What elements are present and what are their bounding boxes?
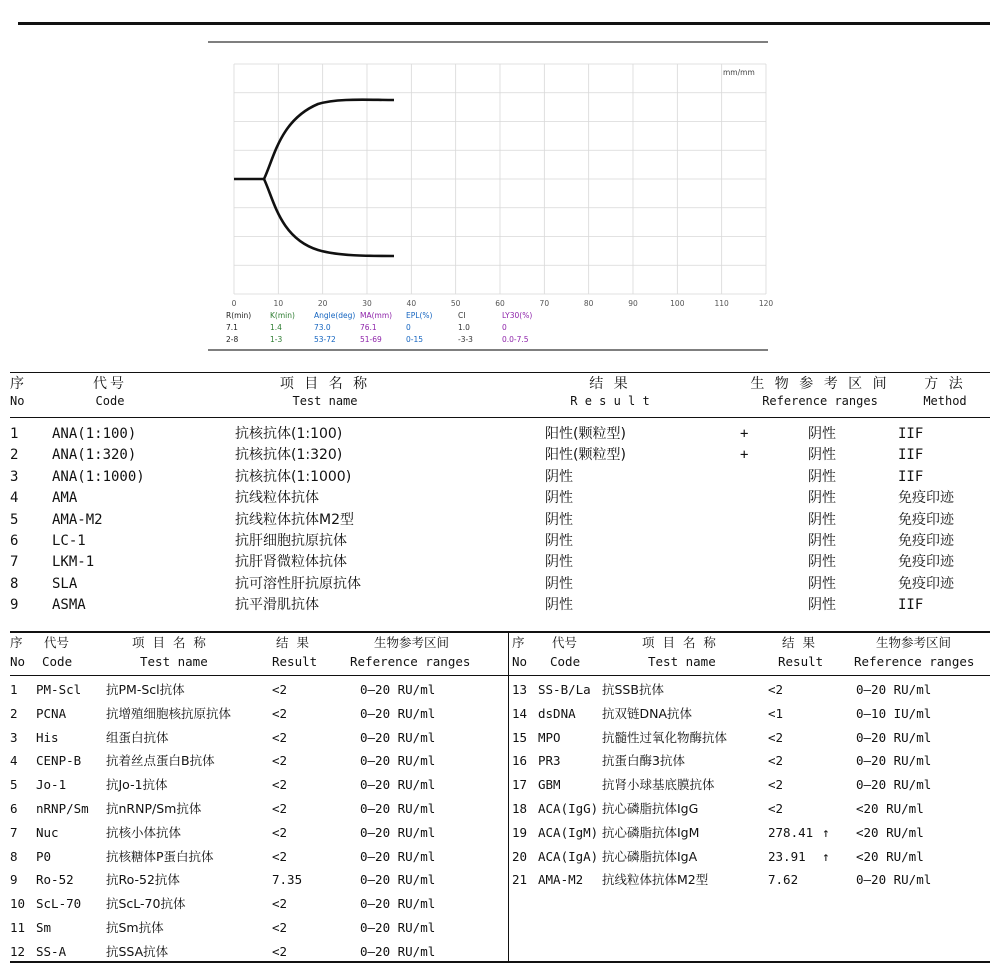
table2-left-row	[10, 821, 508, 845]
table2-left-cell-no: 6	[10, 801, 18, 816]
table1-cell-result: 阴性	[545, 533, 573, 549]
teg-param-name: LY30(%)	[502, 311, 533, 320]
table2-right-cell-no: 20	[512, 848, 528, 864]
table1-cell-name: 抗平滑肌抗体	[235, 597, 319, 614]
teg-tick-label: 70	[539, 299, 550, 308]
table2-right-cell-name: 抗SSB抗体	[602, 682, 664, 697]
table2-right-row	[512, 702, 990, 726]
table2-right-row	[512, 845, 990, 869]
table2-left-row	[10, 678, 508, 702]
table2-left-cell-result: <2	[272, 682, 288, 697]
table2-right-cell-result: 278.41	[768, 824, 814, 840]
table1-cell-flag: +	[740, 426, 749, 442]
table1-cell-method: 免疫印迹	[898, 490, 954, 507]
table2-right-cell-no: 17	[512, 777, 528, 793]
t2l-col-ref-zh: 生物参考区间	[374, 635, 450, 650]
t1-col-code: 代号 Code	[93, 376, 127, 408]
teg-param-value: 76.1	[360, 323, 377, 332]
table2-right-row	[512, 797, 990, 821]
table2-left-cell-result: <2	[272, 943, 288, 959]
teg-grid	[234, 64, 766, 294]
teg-param-range: 51-69	[360, 335, 382, 344]
table2-left-cell-result: <2	[272, 705, 288, 721]
t2l-col-result-zh: 结 果	[276, 635, 311, 650]
table2-left-cell-code: Nuc	[36, 824, 59, 840]
table1-cell-name: 抗可溶性肝抗原抗体	[235, 575, 361, 592]
t2l-col-code-zh: 代号	[44, 635, 70, 650]
table2-left-cell-ref: 0—20 RU/ml	[360, 824, 436, 840]
table2-left-cell-ref: 0—20 RU/ml	[360, 682, 436, 697]
table2-left-row	[10, 797, 508, 821]
t2r-col-result-zh: 结 果	[782, 635, 817, 650]
t2r-col-test-zh: 项 目 名 称	[642, 635, 718, 650]
t2l-col-no-zh: 序	[10, 635, 23, 650]
table2-right-cell-name: 抗心磷脂抗体IgM	[602, 824, 700, 840]
table1-cell-method: 免疫印迹	[898, 511, 954, 528]
table1-cell-result: 阳性(颗粒型)	[545, 426, 626, 442]
table1-cell-name: 抗核抗体(1:1000)	[235, 468, 352, 485]
t2r-col-code-en: Code	[550, 654, 581, 669]
table1-cell-no: 2	[10, 447, 19, 464]
table2-left-cell-result: <2	[272, 729, 288, 745]
table2-right-cell-ref: 0—20 RU/ml	[856, 753, 932, 769]
teg-param-value: 0	[406, 323, 411, 332]
table1-cell-no: 7	[10, 554, 19, 571]
table2-right-cell-result: <1	[768, 705, 784, 721]
table1-cell-no: 5	[10, 511, 19, 528]
table2-left-cell-name: 抗PM-Scl抗体	[106, 682, 185, 697]
teg-param-name: CI	[458, 311, 466, 320]
teg-param-name: EPL(%)	[406, 311, 433, 320]
table2-right-cell-flag: ↑	[822, 848, 830, 864]
table2-left-cell-code: SS-A	[36, 943, 67, 959]
t1-col-no: 序 No	[10, 376, 27, 408]
table2-right-cell-result: 23.91	[768, 848, 806, 864]
table1-cell-result: 阳性(颗粒型)	[545, 447, 626, 464]
teg-param-value: 0	[502, 323, 507, 332]
table2-right-cell-ref: <20 RU/ml	[856, 824, 924, 840]
table1-row	[10, 552, 990, 573]
table1-cell-result: 阴性	[545, 554, 573, 571]
teg-tick-label: 110	[714, 299, 729, 308]
teg-tick-label: 0	[231, 299, 237, 308]
t1-col-method: 方 法 Method	[923, 376, 967, 408]
teg-tick-label: 60	[495, 299, 505, 308]
table2-left-row	[10, 845, 508, 869]
teg-chart	[208, 40, 774, 352]
table2-right-cell-no: 18	[512, 801, 528, 816]
t2r-col-test-en: Test name	[648, 654, 716, 669]
table2-right-cell-no: 21	[512, 872, 528, 888]
teg-param-value: 73.0	[314, 323, 331, 332]
teg-tracing-panel	[208, 40, 774, 352]
table2-left-cell-code: His	[36, 729, 59, 745]
table2-left-cell-name: 抗增殖细胞核抗原抗体	[106, 705, 232, 721]
table2-right-cell-code: AMA-M2	[538, 872, 584, 888]
table2-left-cell-code: Jo-1	[36, 777, 67, 793]
t2l-col-ref-en: Reference ranges	[350, 654, 471, 669]
teg-parameters	[226, 311, 532, 344]
table1-cell-result: 阴性	[545, 575, 573, 592]
table2-right-cell-ref: 0—20 RU/ml	[856, 872, 932, 888]
table1-row	[10, 531, 990, 552]
table1-cell-code: LKM-1	[52, 554, 95, 571]
table2-right-cell-ref: <20 RU/ml	[856, 801, 924, 816]
table2-left-row	[10, 868, 508, 892]
table1-row	[10, 574, 990, 595]
table2-left-cell-ref: 0—20 RU/ml	[360, 801, 436, 816]
t2l-col-result-en: Result	[272, 654, 318, 669]
table2-right-header	[512, 634, 990, 674]
table2-right-cell-ref: 0—20 RU/ml	[856, 682, 932, 697]
table1-row	[10, 424, 990, 445]
teg-tick-label: 90	[628, 299, 638, 308]
table2-left-cell-no: 1	[10, 682, 18, 697]
table1-cell-ref: 阴性	[808, 511, 836, 528]
table1-header	[10, 372, 990, 418]
table2-left-cell-ref: 0—20 RU/ml	[360, 896, 436, 912]
table2-left-cell-code: nRNP/Sm	[36, 801, 89, 816]
table2-right-row	[512, 749, 990, 773]
table2-left-cell-no: 12	[10, 943, 26, 959]
teg-param-range: 1-3	[270, 335, 283, 344]
table2-left-cell-result: <2	[272, 753, 288, 769]
t2r-col-result-en: Result	[778, 654, 824, 669]
table1-cell-name: 抗肝细胞抗原抗体	[235, 533, 347, 549]
table2-right-cell-code: SS-B/La	[538, 682, 591, 697]
table1-cell-code: AMA-M2	[52, 511, 103, 528]
table1-cell-ref: 阴性	[808, 575, 836, 592]
table1-row	[10, 510, 990, 531]
t2r-col-code-zh: 代号	[552, 635, 578, 650]
table2-right-cell-name: 抗心磷脂抗体IgG	[602, 801, 699, 816]
teg-trace-upper	[234, 100, 394, 179]
teg-param-range: 2-8	[226, 335, 239, 344]
table2-left-cell-result: <2	[272, 920, 288, 935]
table2-left-cell-code: PM-Scl	[36, 682, 82, 697]
teg-param-name: MA(mm)	[360, 311, 393, 320]
table2-right-cell-name: 抗线粒体抗体M2型	[602, 872, 709, 888]
teg-tick-label: 80	[583, 299, 594, 308]
table2-left-cell-result: <2	[272, 801, 288, 816]
table2-left-cell-ref: 0—20 RU/ml	[360, 705, 436, 721]
teg-param-value: 1.4	[270, 323, 282, 332]
table2-left-cell-ref: 0—20 RU/ml	[360, 729, 436, 745]
table2-right-cell-no: 14	[512, 705, 528, 721]
teg-param-range: 0.0-7.5	[502, 335, 529, 344]
table2-left-row	[10, 916, 508, 940]
table2-left-cell-ref: 0—20 RU/ml	[360, 872, 436, 888]
table2-right-cell-code: dsDNA	[538, 705, 576, 721]
table2-right-cell-result: 7.62	[768, 872, 799, 888]
table2-left-cell-no: 9	[10, 872, 18, 888]
table1-cell-no: 9	[10, 597, 19, 614]
table2-left-cell-no: 4	[10, 753, 18, 769]
teg-param-name: K(min)	[270, 311, 295, 320]
teg-tick-label: 30	[362, 299, 372, 308]
teg-param-name: R(min)	[226, 311, 252, 320]
t1-col-result: 结 果 R e s u l t	[570, 376, 650, 408]
teg-param-range: -3-3	[458, 335, 473, 344]
table2-left-cell-ref: 0—20 RU/ml	[360, 943, 436, 959]
table2-right-cell-result: <2	[768, 729, 784, 745]
table1-cell-result: 阴性	[545, 511, 573, 528]
table2-right-row	[512, 726, 990, 750]
table1-cell-name: 抗核抗体(1:320)	[235, 447, 343, 464]
table2-left-row	[10, 726, 508, 750]
t2l-col-no-en: No	[10, 654, 26, 669]
table2-right-cell-name: 抗蛋白酶3抗体	[602, 753, 685, 769]
teg-tick-label: 100	[670, 299, 685, 308]
table2-left-cell-code: ScL-70	[36, 896, 82, 912]
t2r-col-ref-zh: 生物参考区间	[876, 635, 952, 650]
table2-right-row	[512, 868, 990, 892]
top-rule	[18, 22, 990, 25]
table1-row	[10, 445, 990, 466]
table2-left-cell-no: 11	[10, 920, 26, 935]
table1-cell-ref: 阴性	[808, 533, 836, 549]
table1-cell-name: 抗肝肾微粒体抗体	[235, 554, 347, 571]
teg-tick-labels	[232, 299, 774, 308]
table2-left-cell-no: 3	[10, 729, 18, 745]
t2r-col-no-zh: 序	[512, 635, 525, 650]
table2-right-cell-name: 抗心磷脂抗体IgA	[602, 848, 698, 864]
table1-cell-result: 阴性	[545, 468, 573, 485]
table1-cell-no: 3	[10, 468, 19, 485]
t2r-col-ref-en: Reference ranges	[854, 654, 975, 669]
table2-divider	[508, 631, 509, 962]
table1-cell-ref: 阴性	[808, 490, 836, 507]
table2-right-cell-no: 19	[512, 824, 528, 840]
table1-cell-code: ANA(1:320)	[52, 447, 137, 464]
teg-corner-label: mm/mm	[723, 68, 755, 77]
table2-right-cell-name: 抗髓性过氧化物酶抗体	[602, 729, 728, 745]
table2-left-cell-code: Sm	[36, 920, 52, 935]
table2-right-cell-name: 抗双链DNA抗体	[602, 705, 693, 721]
table2-left-cell-name: 抗Sm抗体	[106, 920, 164, 935]
teg-param-value: 7.1	[226, 323, 238, 332]
table2-right-cell-code: PR3	[538, 753, 561, 769]
table2-left-cell-ref: 0—20 RU/ml	[360, 777, 436, 793]
table2-right-cell-no: 13	[512, 682, 528, 697]
table2-left-row	[10, 940, 508, 964]
table1-row	[10, 467, 990, 488]
table1-cell-code: ASMA	[52, 597, 86, 614]
table1-cell-ref: 阴性	[808, 597, 836, 614]
table2-left-cell-ref: 0—20 RU/ml	[360, 848, 436, 864]
table2-left-row	[10, 702, 508, 726]
teg-tick-label: 10	[273, 299, 284, 308]
table2-right-cell-result: <2	[768, 682, 784, 697]
table2-right-row	[512, 773, 990, 797]
table1-cell-method: IIF	[898, 447, 924, 464]
table1-cell-no: 1	[10, 426, 19, 442]
table2-right-cell-no: 16	[512, 753, 528, 769]
table2-left-header	[10, 634, 508, 674]
teg-param-value: 1.0	[458, 323, 470, 332]
table2-left-cell-name: 组蛋白抗体	[106, 729, 169, 745]
table1-cell-name: 抗核抗体(1:100)	[235, 426, 343, 442]
table2-left-cell-name: 抗nRNP/Sm抗体	[106, 801, 202, 816]
teg-trace-lower	[264, 179, 394, 256]
t2l-col-test-zh: 项 目 名 称	[132, 635, 208, 650]
table1-cell-ref: 阴性	[808, 447, 836, 464]
table2-right-cell-result: <2	[768, 753, 784, 769]
table2-left-cell-ref: 0—20 RU/ml	[360, 920, 436, 935]
table2-right-cell-name: 抗肾小球基底膜抗体	[602, 777, 715, 793]
table2-right-cell-result: <2	[768, 777, 784, 793]
table1-cell-code: SLA	[52, 575, 78, 592]
t1-col-ref: 生 物 参 考 区 间 Reference ranges	[750, 376, 890, 408]
table2-left-cell-result: 7.35	[272, 872, 303, 888]
table2-left-cell-code: PCNA	[36, 705, 67, 721]
table1-row	[10, 488, 990, 509]
table2-right-cell-ref: 0—10 IU/ml	[856, 705, 932, 721]
table1-cell-ref: 阴性	[808, 468, 836, 485]
table2-right-cell-ref: <20 RU/ml	[856, 848, 924, 864]
t2l-col-test-en: Test name	[140, 654, 208, 669]
table2-right-row	[512, 678, 990, 702]
table2-header-rule	[10, 675, 990, 676]
table1-cell-method: IIF	[898, 597, 924, 614]
table2-left-cell-name: 抗核小体抗体	[106, 824, 182, 840]
table2-left-cell-code: P0	[36, 848, 52, 864]
table2-left-cell-ref: 0—20 RU/ml	[360, 753, 436, 769]
table2-right-cell-code: GBM	[538, 777, 561, 793]
table1-row	[10, 595, 990, 616]
table1-cell-flag: +	[740, 447, 749, 464]
table1-cell-method: IIF	[898, 426, 924, 442]
teg-tick-label: 20	[317, 299, 328, 308]
table2-left-cell-no: 8	[10, 848, 18, 864]
table2-left-cell-name: 抗核糖体P蛋白抗体	[106, 848, 214, 864]
teg-tick-label: 120	[758, 299, 774, 308]
table1-cell-code: ANA(1:100)	[52, 426, 137, 442]
table2-right-cell-code: ACA(IgG)	[538, 801, 599, 816]
table2-left-cell-no: 7	[10, 824, 18, 840]
table2-left-cell-name: 抗着丝点蛋白B抗体	[106, 753, 215, 769]
table2-right-cell-result: <2	[768, 801, 784, 816]
table1-cell-result: 阴性	[545, 597, 573, 614]
table2-left-cell-result: <2	[272, 824, 288, 840]
table2-left-cell-name: 抗SSA抗体	[106, 943, 169, 959]
table1-cell-name: 抗线粒体抗体M2型	[235, 511, 354, 528]
table1-cell-code: ANA(1:1000)	[52, 468, 145, 485]
table2-left-cell-name: 抗ScL-70抗体	[106, 896, 186, 912]
table2-left-cell-result: <2	[272, 896, 288, 912]
table1-cell-code: LC-1	[52, 533, 86, 549]
table1-cell-no: 8	[10, 575, 19, 592]
table2-left-cell-code: CENP-B	[36, 753, 82, 769]
table2-right-cell-flag: ↑	[822, 824, 830, 840]
table2-left-row	[10, 749, 508, 773]
teg-tick-label: 40	[406, 299, 417, 308]
table2-right-cell-code: MPO	[538, 729, 561, 745]
table1-cell-result: 阴性	[545, 490, 573, 507]
table2-right-cell-code: ACA(IgA)	[538, 848, 599, 864]
table1-cell-ref: 阴性	[808, 426, 836, 442]
teg-tick-label: 50	[450, 299, 461, 308]
table1-cell-method: 免疫印迹	[898, 554, 954, 571]
table2-right-cell-code: ACA(IgM)	[538, 824, 599, 840]
t2l-col-code-en: Code	[42, 654, 73, 669]
table1-cell-method: 免疫印迹	[898, 575, 954, 592]
table2-right-cell-ref: 0—20 RU/ml	[856, 729, 932, 745]
table2-left-cell-name: 抗Jo-1抗体	[106, 777, 168, 793]
teg-param-name: Angle(deg)	[314, 311, 356, 320]
table1-cell-name: 抗线粒体抗体	[235, 490, 319, 507]
table1-cell-method: 免疫印迹	[898, 533, 954, 549]
table1-cell-no: 6	[10, 533, 19, 549]
table2-top-rule	[10, 631, 990, 633]
t2r-col-no-en: No	[512, 654, 528, 669]
teg-param-range: 53-72	[314, 335, 336, 344]
table2-left-row	[10, 892, 508, 916]
table1-cell-method: IIF	[898, 468, 924, 485]
table2-left-row	[10, 773, 508, 797]
table1-cell-ref: 阴性	[808, 554, 836, 571]
table2-left-cell-result: <2	[272, 848, 288, 864]
table1-cell-no: 4	[10, 490, 19, 507]
table2-left-cell-name: 抗Ro-52抗体	[106, 872, 180, 888]
table2-left-cell-result: <2	[272, 777, 288, 793]
table2-right-row	[512, 821, 990, 845]
table2-left-cell-no: 2	[10, 705, 18, 721]
table2-left-cell-code: Ro-52	[36, 872, 74, 888]
table2-left-cell-no: 10	[10, 896, 26, 912]
teg-param-range: 0-15	[406, 335, 424, 344]
t1-col-test: 项 目 名 称 Test name	[279, 376, 371, 408]
table2-left-cell-no: 5	[10, 777, 18, 793]
table2-right-cell-ref: 0—20 RU/ml	[856, 777, 932, 793]
table1-cell-code: AMA	[52, 490, 78, 507]
table2-right-cell-no: 15	[512, 729, 528, 745]
